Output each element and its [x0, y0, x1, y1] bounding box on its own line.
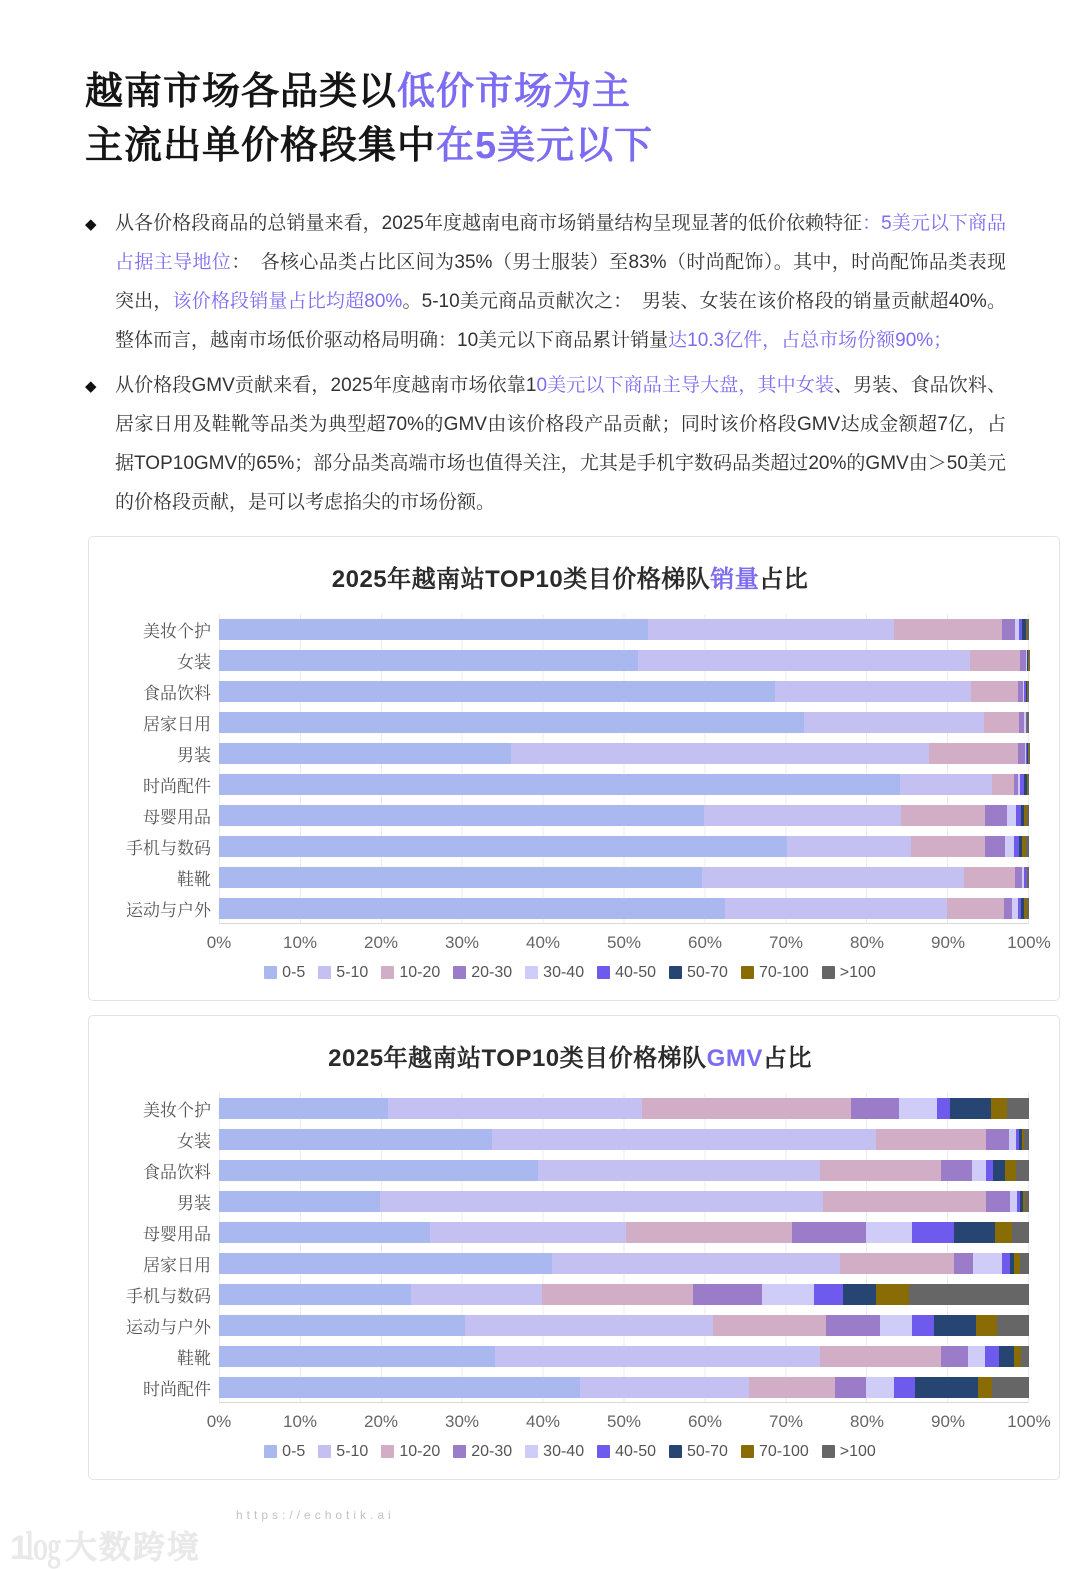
bar-segment-70-100[interactable]: [995, 1222, 1012, 1243]
bar-segment-10-20[interactable]: [929, 743, 1018, 764]
bar-segment->100[interactable]: [1024, 1129, 1029, 1150]
bar-segment-50-70[interactable]: [934, 1315, 976, 1336]
legend-label: 0-5: [282, 1443, 305, 1461]
x-axis-tick: 70%: [769, 1412, 803, 1432]
category-label: 食品饮料: [111, 1158, 219, 1183]
stacked-bar: [219, 619, 1029, 640]
bar-segment-20-30[interactable]: [693, 1284, 762, 1305]
bullet-sales-text: 从各价格段商品的总销量来看，2025年度越南电商市场销量结构呈现显著的低价依赖特征：5美元以下商品占据主导地位： 各核心品类占比区间为35%（男士服装）至83%（时尚配饰）。其中，时尚配饰品类表现突出，该价格段销量占比均超80%。5-10美元商品贡献次之： 男装、女装在该价格段的销量贡献超40%。整体而言，越南市场低价驱动格局明确：10美元以下商品累计销量达10.3亿件，占总市场份额90%；: [115, 213, 1006, 351]
bar-segment-30-40[interactable]: [972, 1160, 986, 1181]
page-title-line-2: 主流出单价格段集中在5美元以下: [85, 120, 1006, 174]
x-axis: [219, 924, 1029, 960]
stacked-bar: [219, 774, 1029, 795]
bar-segment-40-50[interactable]: [1002, 1253, 1010, 1274]
legend-item-0-5[interactable]: [264, 1443, 305, 1461]
legend-item-10-20[interactable]: [381, 964, 440, 982]
legend-swatch: [822, 1445, 835, 1458]
category-label: 男装: [111, 741, 219, 766]
bullet-gmv-text: 从价格段GMV贡献来看，2025年度越南市场依靠10美元以下商品主导大盘，其中女装、男装、食品饮料、居家日用及鞋靴等品类为典型超70%的GMV由该价格段产品贡献；同时该价格段GMV达成金额超7亿，占据TOP10GMV的65%；部分品类高端市场也值得关注，尤其是手机宇数码品类超过20%的GMV由＞50美元的价格段贡献，是可以考虑掐尖的市场份额。: [115, 375, 1006, 513]
stacked-bar: [219, 836, 1029, 857]
legend-label: 0-5: [282, 964, 305, 982]
legend-label: 70-100: [759, 964, 809, 982]
legend-item-50-70[interactable]: [669, 1443, 728, 1461]
bar-segment->100[interactable]: [1020, 1253, 1029, 1274]
bar-segment->100[interactable]: [1027, 805, 1029, 826]
legend-swatch: [381, 1445, 394, 1458]
gmv-stacked-bar-chart: [111, 1093, 1029, 1461]
legend-item-5-10[interactable]: [318, 1443, 368, 1461]
category-label: 居家日用: [111, 710, 219, 735]
bar-segment-20-30[interactable]: [1015, 867, 1022, 888]
bar-segment-50-70[interactable]: [915, 1377, 978, 1398]
bar-segment-20-30[interactable]: [1004, 898, 1012, 919]
legend-item-0-5[interactable]: [264, 964, 305, 982]
page-title-line-1: 越南市场各品类以低价市场为主: [85, 66, 1006, 120]
bar-segment-30-40[interactable]: [968, 1346, 985, 1367]
bar-segment-5-10[interactable]: [511, 743, 928, 764]
bar-segment-40-50[interactable]: [985, 1346, 999, 1367]
bar-segment-10-20[interactable]: [626, 1222, 791, 1243]
category-label: 美妆个护: [111, 617, 219, 642]
bar-segment-0-5[interactable]: [219, 712, 804, 733]
stacked-bar: [219, 1098, 1029, 1119]
x-axis-tick: 10%: [283, 1412, 317, 1432]
bar-segment-0-5[interactable]: [219, 1315, 465, 1336]
bar-segment-10-20[interactable]: [992, 774, 1014, 795]
bullet-gmv-summary: [85, 366, 1006, 522]
legend-item->100[interactable]: [822, 964, 876, 982]
bar-segment-10-20[interactable]: [901, 805, 985, 826]
legend-item-20-30[interactable]: [453, 1443, 512, 1461]
x-axis-tick: 100%: [1007, 933, 1050, 953]
legend-swatch: [453, 1445, 466, 1458]
sales-chart-title: 2025年越南站TOP10类目价格梯队销量占比: [111, 559, 1029, 594]
bar-segment-30-40[interactable]: [866, 1377, 894, 1398]
bar-segment-5-10[interactable]: [552, 1253, 840, 1274]
bar-segment-5-10[interactable]: [388, 1098, 642, 1119]
bar-segment-10-20[interactable]: [876, 1129, 986, 1150]
bar-segment-10-20[interactable]: [964, 867, 1015, 888]
bar-segment-50-70[interactable]: [843, 1284, 875, 1305]
chart-legend: [111, 964, 1029, 982]
bar-segment->100[interactable]: [992, 1377, 1028, 1398]
legend-item-40-50[interactable]: [597, 964, 656, 982]
category-label: 男装: [111, 1189, 219, 1214]
bar-segment->100[interactable]: [1007, 1098, 1029, 1119]
stacked-bar: [219, 867, 1029, 888]
x-axis-tick: 10%: [283, 933, 317, 953]
bar-segment-30-40[interactable]: [1009, 1129, 1016, 1150]
x-axis-tick: 80%: [850, 933, 884, 953]
bar-segment-5-10[interactable]: [465, 1315, 713, 1336]
x-axis-tick: 70%: [769, 933, 803, 953]
stacked-bar: [219, 1129, 1029, 1150]
x-axis-tick: 30%: [445, 1412, 479, 1432]
bar-segment-30-40[interactable]: [899, 1098, 937, 1119]
stacked-bar: [219, 1160, 1029, 1181]
category-label: 居家日用: [111, 1251, 219, 1276]
legend-item-40-50[interactable]: [597, 1443, 656, 1461]
bar-segment-30-40[interactable]: [1007, 805, 1016, 826]
category-label: 鞋靴: [111, 1344, 219, 1369]
bar-segment-30-40[interactable]: [973, 1253, 1002, 1274]
bar-segment-70-100[interactable]: [1014, 1346, 1021, 1367]
bar-segment-5-10[interactable]: [580, 1377, 748, 1398]
bar-segment-30-40[interactable]: [762, 1284, 814, 1305]
x-axis-tick: 50%: [607, 1412, 641, 1432]
bar-segment-20-30[interactable]: [1002, 619, 1015, 640]
x-axis-tick: 80%: [850, 1412, 884, 1432]
legend-label: 10-20: [399, 964, 440, 982]
dashu-logo-icon: 1㏒: [10, 1520, 59, 1569]
bar-segment-0-5[interactable]: [219, 898, 725, 919]
bar-segment->100[interactable]: [1028, 681, 1029, 702]
legend-item-50-70[interactable]: [669, 964, 728, 982]
bar-segment-10-20[interactable]: [911, 836, 986, 857]
category-label: 时尚配件: [111, 1375, 219, 1400]
stacked-bar: [219, 1346, 1029, 1367]
legend-swatch: [318, 1445, 331, 1458]
x-axis-tick: 90%: [931, 1412, 965, 1432]
bar-segment->100[interactable]: [1026, 836, 1029, 857]
x-axis-tick: 40%: [526, 1412, 560, 1432]
bar-segment-10-20[interactable]: [894, 619, 1003, 640]
bar-segment-5-10[interactable]: [648, 619, 893, 640]
bar-segment-0-5[interactable]: [219, 681, 775, 702]
bar-segment-5-10[interactable]: [702, 867, 964, 888]
legend-item-10-20[interactable]: [381, 1443, 440, 1461]
x-axis-tick: 20%: [364, 1412, 398, 1432]
legend-swatch: [669, 1445, 682, 1458]
category-label: 鞋靴: [111, 865, 219, 890]
category-label: 女装: [111, 648, 219, 673]
legend-label: 30-40: [543, 1443, 584, 1461]
x-axis-tick: 50%: [607, 933, 641, 953]
gmv-chart-title: 2025年越南站TOP10类目价格梯队GMV占比: [111, 1038, 1029, 1073]
legend-swatch: [669, 966, 682, 979]
bar-segment-10-20[interactable]: [820, 1346, 941, 1367]
legend-label: 50-70: [687, 1443, 728, 1461]
bar-segment-5-10[interactable]: [380, 1191, 823, 1212]
x-axis-tick: 60%: [688, 1412, 722, 1432]
category-label: 手机与数码: [111, 834, 219, 859]
legend-label: 5-10: [336, 1443, 368, 1461]
x-axis-tick: 60%: [688, 933, 722, 953]
bar-segment-5-10[interactable]: [538, 1160, 820, 1181]
bar-segment-0-5[interactable]: [219, 1160, 538, 1181]
bar-segment-10-20[interactable]: [971, 681, 1017, 702]
legend-item->100[interactable]: [822, 1443, 876, 1461]
bar-segment-10-20[interactable]: [820, 1160, 941, 1181]
bar-segment-5-10[interactable]: [495, 1346, 820, 1367]
watermark: [10, 1520, 201, 1569]
bar-segment-10-20[interactable]: [642, 1098, 851, 1119]
category-label: 食品饮料: [111, 679, 219, 704]
bar-segment-20-30[interactable]: [851, 1098, 899, 1119]
bar-segment-10-20[interactable]: [840, 1253, 953, 1274]
x-axis-tick: 90%: [931, 933, 965, 953]
bar-segment-50-70[interactable]: [993, 1160, 1005, 1181]
stacked-bar: [219, 681, 1029, 702]
bar-segment-5-10[interactable]: [787, 836, 911, 857]
legend-swatch: [822, 966, 835, 979]
bar-segment-5-10[interactable]: [430, 1222, 627, 1243]
x-axis-tick: 0%: [207, 1412, 232, 1432]
bar-segment-30-40[interactable]: [880, 1315, 912, 1336]
legend-item-5-10[interactable]: [318, 964, 368, 982]
bar-segment-40-50[interactable]: [986, 1160, 993, 1181]
bar-segment-0-5[interactable]: [219, 805, 704, 826]
legend-swatch: [525, 966, 538, 979]
legend-swatch: [597, 1445, 610, 1458]
bar-segment->100[interactable]: [1027, 898, 1029, 919]
legend-item-70-100[interactable]: [741, 1443, 809, 1461]
bar-segment-5-10[interactable]: [900, 774, 992, 795]
legend-label: 30-40: [543, 964, 584, 982]
bar-segment-20-30[interactable]: [792, 1222, 867, 1243]
stacked-bar: [219, 1284, 1029, 1305]
legend-swatch: [741, 966, 754, 979]
category-label: 母婴用品: [111, 1220, 219, 1245]
legend-label: 40-50: [615, 1443, 656, 1461]
legend-label: 20-30: [471, 964, 512, 982]
diamond-bullet-icon: ◆: [85, 367, 97, 406]
bar-segment->100[interactable]: [1027, 619, 1029, 640]
bar-segment-0-5[interactable]: [219, 1377, 580, 1398]
bar-segment-0-5[interactable]: [219, 1346, 495, 1367]
bar-segment-20-30[interactable]: [954, 1253, 973, 1274]
legend-swatch: [264, 1445, 277, 1458]
legend-label: 40-50: [615, 964, 656, 982]
bar-segment->100[interactable]: [1012, 1222, 1029, 1243]
x-axis: [219, 1403, 1029, 1439]
summary-bullets: [85, 204, 1006, 522]
legend-label: 50-70: [687, 964, 728, 982]
bar-segment-10-20[interactable]: [749, 1377, 835, 1398]
bar-segment-0-5[interactable]: [219, 619, 648, 640]
stacked-bar: [219, 1191, 1029, 1212]
bar-segment-70-100[interactable]: [976, 1315, 997, 1336]
stacked-bar: [219, 898, 1029, 919]
bar-segment-5-10[interactable]: [704, 805, 901, 826]
bar-segment->100[interactable]: [1028, 712, 1029, 733]
bar-segment-0-5[interactable]: [219, 867, 702, 888]
bar-segment-10-20[interactable]: [947, 898, 1004, 919]
bar-segment-0-5[interactable]: [219, 743, 511, 764]
legend-label: >100: [840, 964, 876, 982]
bar-segment-70-100[interactable]: [978, 1377, 993, 1398]
bar-segment-0-5[interactable]: [219, 1129, 492, 1150]
stacked-bar: [219, 743, 1029, 764]
legend-swatch: [597, 966, 610, 979]
x-axis-tick: 100%: [1007, 1412, 1050, 1432]
stacked-bar: [219, 1377, 1029, 1398]
bar-segment-0-5[interactable]: [219, 1222, 430, 1243]
category-label: 女装: [111, 1127, 219, 1152]
bar-segment-20-30[interactable]: [1018, 743, 1025, 764]
diamond-bullet-icon: ◆: [85, 205, 97, 244]
bar-segment-40-50[interactable]: [912, 1222, 953, 1243]
bar-segment->100[interactable]: [1016, 1160, 1029, 1181]
legend-label: 70-100: [759, 1443, 809, 1461]
sales-stacked-bar-chart: [111, 614, 1029, 982]
stacked-bar: [219, 1315, 1029, 1336]
page-title: [85, 66, 1006, 174]
bar-segment-10-20[interactable]: [970, 650, 1020, 671]
bar-segment-70-100[interactable]: [991, 1098, 1007, 1119]
bar-segment-5-10[interactable]: [638, 650, 970, 671]
bar-segment-50-70[interactable]: [954, 1222, 995, 1243]
legend-item-30-40[interactable]: [525, 1443, 584, 1461]
bar-segment-0-5[interactable]: [219, 1191, 380, 1212]
bar-segment->100[interactable]: [1025, 1191, 1029, 1212]
legend-swatch: [381, 966, 394, 979]
bar-segment-50-70[interactable]: [999, 1346, 1014, 1367]
bar-segment-20-30[interactable]: [941, 1160, 973, 1181]
bar-segment-5-10[interactable]: [492, 1129, 876, 1150]
bar-segment-20-30[interactable]: [941, 1346, 969, 1367]
sales-share-chart-card: [88, 536, 1060, 1001]
legend-swatch: [453, 966, 466, 979]
legend-swatch: [264, 966, 277, 979]
bar-segment-40-50[interactable]: [814, 1284, 844, 1305]
legend-swatch: [741, 1445, 754, 1458]
bar-segment-0-5[interactable]: [219, 1284, 411, 1305]
bar-segment-0-5[interactable]: [219, 774, 900, 795]
category-label: 美妆个护: [111, 1096, 219, 1121]
bar-segment-10-20[interactable]: [823, 1191, 986, 1212]
legend-item-70-100[interactable]: [741, 964, 809, 982]
bar-segment-10-20[interactable]: [713, 1315, 826, 1336]
bar-segment->100[interactable]: [1028, 867, 1029, 888]
bar-segment-0-5[interactable]: [219, 836, 787, 857]
category-label: 运动与户外: [111, 896, 219, 921]
bar-segment-5-10[interactable]: [804, 712, 984, 733]
bullet-sales-summary: [85, 204, 1006, 360]
bar-segment-10-20[interactable]: [542, 1284, 693, 1305]
bar-segment-10-20[interactable]: [984, 712, 1020, 733]
bar-segment->100[interactable]: [1028, 774, 1029, 795]
stacked-bar: [219, 712, 1029, 733]
source-url[interactable]: https://echotik.ai: [236, 1508, 395, 1522]
gmv-share-chart-card: [88, 1015, 1060, 1480]
bar-segment-40-50[interactable]: [937, 1098, 951, 1119]
bar-segment-0-5[interactable]: [219, 650, 638, 671]
legend-label: 10-20: [399, 1443, 440, 1461]
category-label: 母婴用品: [111, 803, 219, 828]
bar-segment->100[interactable]: [1021, 1346, 1029, 1367]
legend-label: >100: [840, 1443, 876, 1461]
category-label: 手机与数码: [111, 1282, 219, 1307]
stacked-bar: [219, 1253, 1029, 1274]
stacked-bar: [219, 1222, 1029, 1243]
legend-item-20-30[interactable]: [453, 964, 512, 982]
bar-segment-20-30[interactable]: [835, 1377, 867, 1398]
x-axis-tick: 20%: [364, 933, 398, 953]
stacked-bar: [219, 650, 1029, 671]
bar-segment-30-40[interactable]: [1005, 836, 1014, 857]
legend-label: 20-30: [471, 1443, 512, 1461]
bar-segment->100[interactable]: [909, 1284, 1029, 1305]
x-axis-tick: 0%: [207, 933, 232, 953]
bar-segment-20-30[interactable]: [826, 1315, 879, 1336]
bar-segment-5-10[interactable]: [725, 898, 947, 919]
x-axis-tick: 40%: [526, 933, 560, 953]
bar-segment-30-40[interactable]: [866, 1222, 912, 1243]
watermark-text: 大数跨境: [65, 1522, 201, 1568]
bar-segment->100[interactable]: [997, 1315, 1029, 1336]
category-label: 运动与户外: [111, 1313, 219, 1338]
bar-segment-0-5[interactable]: [219, 1098, 388, 1119]
bar-segment-70-100[interactable]: [1005, 1160, 1016, 1181]
chart-legend: [111, 1443, 1029, 1461]
bar-segment-5-10[interactable]: [411, 1284, 542, 1305]
bar-segment-40-50[interactable]: [912, 1315, 935, 1336]
bar-segment-20-30[interactable]: [985, 805, 1007, 826]
stacked-bar: [219, 805, 1029, 826]
legend-swatch: [318, 966, 331, 979]
bar-segment-20-30[interactable]: [985, 836, 1005, 857]
bar-segment-20-30[interactable]: [986, 1191, 1010, 1212]
bar-segment-0-5[interactable]: [219, 1253, 552, 1274]
legend-item-30-40[interactable]: [525, 964, 584, 982]
bar-segment-5-10[interactable]: [775, 681, 972, 702]
x-axis-tick: 30%: [445, 933, 479, 953]
bar-segment-40-50[interactable]: [894, 1377, 915, 1398]
legend-swatch: [525, 1445, 538, 1458]
bar-segment-20-30[interactable]: [986, 1129, 1009, 1150]
category-label: 时尚配件: [111, 772, 219, 797]
bar-segment-50-70[interactable]: [950, 1098, 991, 1119]
bar-segment-70-100[interactable]: [876, 1284, 909, 1305]
legend-label: 5-10: [336, 964, 368, 982]
